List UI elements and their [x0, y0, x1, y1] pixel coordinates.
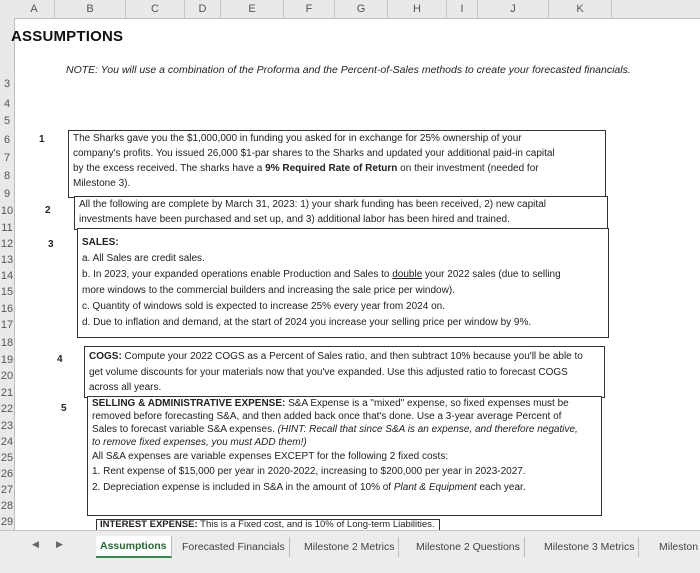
row-header-bar	[0, 18, 15, 548]
row-number[interactable]: 22	[0, 403, 14, 415]
row-number[interactable]: 10	[0, 205, 14, 217]
column-header-f[interactable]: F	[284, 0, 335, 18]
assumption-box-1[interactable]	[68, 130, 606, 198]
item-number[interactable]: 3	[48, 239, 54, 250]
item-line: c. Quantity of windows sold is expected to increase 25% every year from 2024 on.	[82, 301, 445, 312]
row-number[interactable]: 18	[0, 337, 14, 349]
row-number[interactable]: 6	[3, 134, 11, 146]
item-number[interactable]: 2	[45, 205, 51, 216]
row-number[interactable]: 7	[3, 152, 11, 164]
row-number[interactable]: 9	[3, 188, 11, 200]
page-title[interactable]: ASSUMPTIONS	[11, 28, 124, 45]
item-heading: INTEREST EXPENSE:	[100, 519, 198, 530]
double-word: double	[392, 269, 423, 280]
column-header-e[interactable]: E	[221, 0, 284, 18]
item-line-part: each year.	[476, 482, 526, 493]
item-heading: SALES:	[82, 237, 119, 248]
row-number[interactable]: 27	[0, 484, 14, 496]
row-number[interactable]: 16	[0, 303, 14, 315]
item-number[interactable]: 1	[39, 134, 45, 145]
item-line-part: S&A Expense is a "mixed" expense, so fixed expenses must be	[285, 398, 569, 409]
row-number[interactable]: 12	[0, 238, 14, 250]
item-line	[92, 424, 578, 436]
row-number[interactable]: 14	[0, 270, 14, 282]
row-number[interactable]: 19	[0, 354, 14, 366]
row-number[interactable]: 23	[0, 420, 14, 432]
tab-milestone-truncated[interactable]: Mileston	[659, 541, 699, 553]
item-line: across all years.	[89, 382, 162, 393]
item-line-part: Compute your 2022 COGS as a Percent of Sales ratio, and then subtract 10% because you'll be able to	[121, 351, 583, 362]
column-header-a[interactable]: A	[14, 0, 55, 18]
required-return-phrase: 9% Required Rate of Return	[265, 163, 398, 174]
column-header-g[interactable]: G	[335, 0, 388, 18]
item-heading: COGS:	[89, 351, 122, 362]
item-line: investments have been purchased and set up, and 3) additional labor has been hired and trained.	[79, 214, 510, 225]
item-line: to remove fixed expenses, you must ADD them!)	[92, 437, 307, 448]
column-header-bar	[0, 0, 700, 19]
column-header-d[interactable]: D	[185, 0, 221, 18]
item-number[interactable]: 5	[61, 403, 67, 414]
row-number[interactable]: 17	[0, 319, 14, 331]
column-header-b[interactable]: B	[55, 0, 126, 18]
row-number[interactable]: 21	[0, 387, 14, 399]
item-line: company's profits. You issued 26,000 $1-par shares to the Sharks and updated your additional paid-in capital	[73, 148, 555, 159]
note-text[interactable]: NOTE: You will use a combination of the Proforma and the Percent-of-Sales methods to create your forecasted financials.	[66, 64, 631, 76]
item-line	[92, 482, 526, 494]
item-line-part: by the excess received. The sharks have a	[73, 163, 266, 174]
item-number[interactable]: 4	[57, 354, 63, 365]
item-line-part: on their investment (needed for	[400, 163, 539, 174]
item-line: a. All Sales are credit sales.	[82, 253, 205, 264]
tab-assumptions[interactable]: Assumptions	[96, 536, 172, 558]
tab-scroll-right-icon[interactable]: ▶	[56, 539, 63, 549]
row-number[interactable]: 3	[3, 78, 11, 90]
row-number[interactable]: 24	[0, 436, 14, 448]
tab-forecasted-financials[interactable]: Forecasted Financials	[178, 537, 290, 557]
tab-milestone-2-questions[interactable]: Milestone 2 Questions	[412, 537, 525, 557]
row-number[interactable]: 4	[3, 98, 11, 110]
assumption-box-5[interactable]	[87, 396, 602, 516]
item-line: Milestone 3).	[73, 178, 131, 189]
item-line	[73, 163, 539, 175]
column-header-c[interactable]: C	[126, 0, 185, 18]
row-number[interactable]: 29	[0, 516, 14, 528]
row-number[interactable]: 26	[0, 468, 14, 480]
column-header-h[interactable]: H	[388, 0, 447, 18]
item-line: The Sharks gave you the $1,000,000 in funding you asked for in exchange for 25% ownership of your	[73, 133, 522, 144]
row-number[interactable]: 13	[0, 254, 14, 266]
assumption-box-3[interactable]	[77, 228, 609, 338]
item-line: All the following are complete by March 31, 2023: 1) your shark funding has been received, 2) new capital	[79, 199, 546, 210]
row-number[interactable]: 11	[1, 222, 13, 234]
column-header-k[interactable]: K	[549, 0, 612, 18]
column-header-j[interactable]: J	[478, 0, 549, 18]
item-line: All S&A expenses are variable expenses EXCEPT for the following 2 fixed costs:	[92, 451, 449, 462]
row-number[interactable]: 28	[0, 500, 14, 512]
row-number[interactable]: 15	[0, 286, 14, 298]
plant-equipment-text: Plant & Equipment	[393, 482, 477, 493]
item-line: d. Due to inflation and demand, at the start of 2024 you increase your selling price per window by 9%.	[82, 317, 532, 328]
item-line-part: your 2022 sales (due to selling	[422, 269, 561, 280]
tab-milestone-2-metrics[interactable]: Milestone 2 Metrics	[300, 537, 399, 557]
item-line: 1. Rent expense of $15,000 per year in 2020-2022, increasing to $200,000 per year in 2023-2027.	[92, 466, 526, 477]
sheet-tab-bar	[0, 530, 700, 573]
item-line	[82, 269, 561, 281]
item-line: removed before forecasting S&A, and then added back once that's done. Use a 3-year average Percent of	[92, 411, 562, 422]
row-number[interactable]: 25	[0, 452, 14, 464]
row-number[interactable]: 20	[0, 370, 14, 382]
item-line-part: This is a Fixed cost, and is 10% of Long-term Liabilities.	[197, 519, 435, 530]
tab-scroll-left-icon[interactable]: ◀	[32, 539, 39, 549]
item-line-part: 2. Depreciation expense is included in S&A in the amount of 10% of	[92, 482, 394, 493]
item-heading: SELLING & ADMINISTRATIVE EXPENSE:	[92, 398, 286, 409]
item-line	[89, 351, 583, 363]
tab-milestone-3-metrics[interactable]: Milestone 3 Metrics	[540, 537, 639, 557]
hint-text: (HINT: Recall that since S&A is an expense, and therefore negative,	[277, 424, 578, 435]
item-line-part: Sales to forecast variable S&A expenses.	[92, 424, 278, 435]
assumption-box-2[interactable]	[74, 196, 608, 230]
item-line	[92, 398, 569, 410]
row-number[interactable]: 8	[3, 170, 11, 182]
item-line-part: b. In 2023, your expanded operations enable Production and Sales to	[82, 269, 393, 280]
assumption-box-4[interactable]	[84, 346, 605, 398]
item-line: more windows to the commercial builders and increasing the sale price per window).	[82, 285, 455, 296]
item-line: get volume discounts for your materials now that you've expanded. Use this adjusted ratio to forecast COGS	[89, 367, 568, 378]
column-header-i[interactable]: I	[447, 0, 478, 18]
row-number[interactable]: 5	[3, 115, 11, 127]
